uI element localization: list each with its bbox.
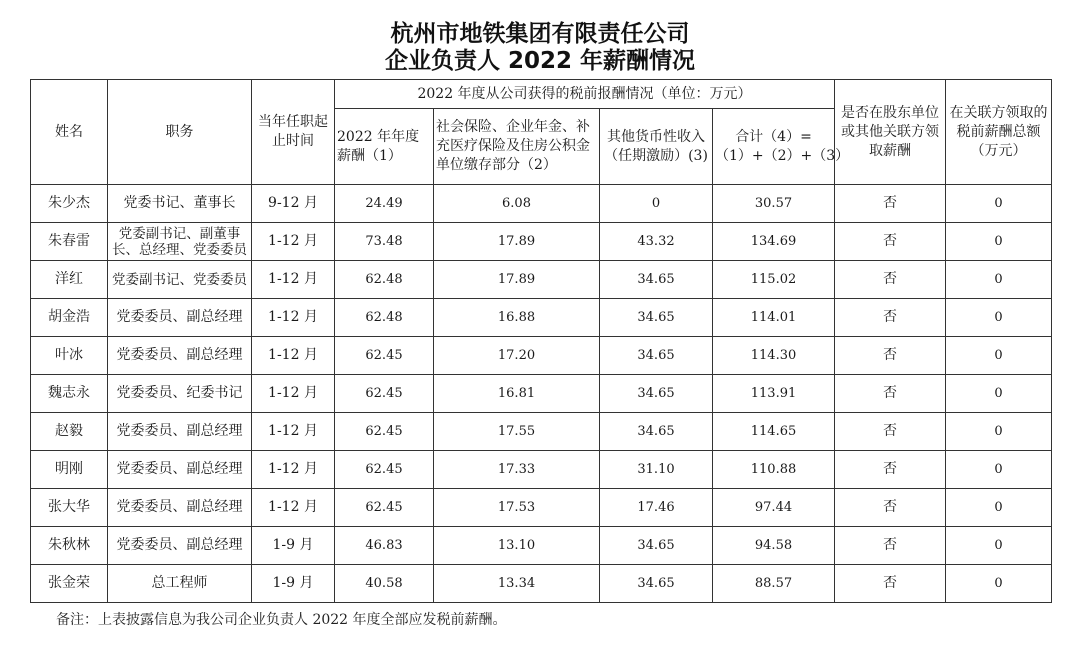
salary-table [30,79,1052,603]
cell-shareholder-pay: 否 [835,451,946,489]
cell-annual-salary: 40.58 [335,565,434,603]
cell-name: 朱少杰 [31,185,108,223]
table-row [31,185,1052,223]
cell-term: 1-12 月 [252,261,335,299]
cell-total: 113.91 [713,375,835,413]
cell-total: 88.57 [713,565,835,603]
cell-annual-salary: 24.49 [335,185,434,223]
cell-shareholder-pay: 否 [835,413,946,451]
cell-position: 党委委员、副总经理 [108,489,252,527]
header-shareholder-pay: 是否在股东单位或其他关联方领取薪酬 [835,80,946,185]
cell-insurance: 17.89 [434,261,600,299]
cell-term: 1-9 月 [252,527,335,565]
cell-related-pay-total: 0 [946,299,1052,337]
cell-name: 朱春雷 [31,223,108,261]
cell-position: 党委委员、副总经理 [108,527,252,565]
cell-related-pay-total: 0 [946,337,1052,375]
cell-term: 9-12 月 [252,185,335,223]
cell-annual-salary: 62.48 [335,261,434,299]
cell-name: 叶冰 [31,337,108,375]
cell-insurance: 16.81 [434,375,600,413]
header-position: 职务 [108,80,252,185]
table-row [31,489,1052,527]
cell-insurance: 6.08 [434,185,600,223]
cell-position: 总工程师 [108,565,252,603]
table-row [31,337,1052,375]
cell-name: 赵毅 [31,413,108,451]
cell-term: 1-12 月 [252,413,335,451]
cell-related-pay-total: 0 [946,223,1052,261]
cell-total: 114.30 [713,337,835,375]
cell-position: 党委书记、董事长 [108,185,252,223]
table-row [31,261,1052,299]
cell-shareholder-pay: 否 [835,489,946,527]
cell-position: 党委副书记、党委委员 [108,261,252,299]
cell-name: 洋红 [31,261,108,299]
cell-related-pay-total: 0 [946,413,1052,451]
cell-insurance: 17.33 [434,451,600,489]
cell-total: 114.65 [713,413,835,451]
cell-insurance: 13.34 [434,565,600,603]
cell-position: 党委副书记、副董事长、总经理、党委委员 [108,223,252,261]
cell-shareholder-pay: 否 [835,223,946,261]
cell-shareholder-pay: 否 [835,375,946,413]
cell-related-pay-total: 0 [946,489,1052,527]
cell-name: 明刚 [31,451,108,489]
table-body [31,185,1052,603]
header-row-top [31,80,1052,109]
header-total: 合计（4）=（1）+（2）+（3） [713,109,835,185]
cell-other-income: 34.65 [600,413,713,451]
cell-other-income: 34.65 [600,527,713,565]
cell-other-income: 34.65 [600,261,713,299]
cell-annual-salary: 73.48 [335,223,434,261]
cell-position: 党委委员、副总经理 [108,337,252,375]
cell-insurance: 13.10 [434,527,600,565]
header-annual-salary: 2022 年年度薪酬（1） [335,109,434,185]
cell-related-pay-total: 0 [946,565,1052,603]
cell-other-income: 34.65 [600,375,713,413]
cell-shareholder-pay: 否 [835,261,946,299]
cell-annual-salary: 62.45 [335,413,434,451]
cell-other-income: 34.65 [600,565,713,603]
table-row [31,451,1052,489]
cell-related-pay-total: 0 [946,451,1052,489]
cell-shareholder-pay: 否 [835,299,946,337]
cell-position: 党委委员、纪委书记 [108,375,252,413]
cell-term: 1-12 月 [252,223,335,261]
cell-other-income: 31.10 [600,451,713,489]
header-related-pay-total: 在关联方领取的税前薪酬总额（万元） [946,80,1052,185]
cell-other-income: 17.46 [600,489,713,527]
cell-annual-salary: 62.45 [335,375,434,413]
header-insurance: 社会保险、企业年金、补充医疗保险及住房公积金单位缴存部分（2） [434,109,600,185]
cell-related-pay-total: 0 [946,527,1052,565]
cell-insurance: 17.20 [434,337,600,375]
cell-other-income: 0 [600,185,713,223]
footnote: 备注：上表披露信息为我公司企业负责人 2022 年度全部应发税前薪酬。 [56,612,507,628]
cell-total: 115.02 [713,261,835,299]
cell-related-pay-total: 0 [946,261,1052,299]
cell-term: 1-12 月 [252,489,335,527]
cell-insurance: 17.89 [434,223,600,261]
cell-total: 94.58 [713,527,835,565]
header-name: 姓名 [31,80,108,185]
table-row [31,223,1052,261]
cell-position: 党委委员、副总经理 [108,299,252,337]
document-title: 杭州市地铁集团有限责任公司 [390,21,690,47]
header-compensation-group: 2022 年度从公司获得的税前报酬情况（单位：万元） [335,80,835,109]
table-row [31,527,1052,565]
cell-total: 110.88 [713,451,835,489]
cell-shareholder-pay: 否 [835,337,946,375]
cell-name: 朱秋林 [31,527,108,565]
cell-shareholder-pay: 否 [835,565,946,603]
cell-term: 1-12 月 [252,337,335,375]
table-row [31,413,1052,451]
cell-other-income: 43.32 [600,223,713,261]
cell-annual-salary: 62.45 [335,337,434,375]
table-row [31,565,1052,603]
table-row [31,299,1052,337]
cell-position: 党委委员、副总经理 [108,451,252,489]
cell-total: 30.57 [713,185,835,223]
cell-name: 张金荣 [31,565,108,603]
cell-total: 114.01 [713,299,835,337]
table-row [31,375,1052,413]
cell-related-pay-total: 0 [946,185,1052,223]
cell-insurance: 16.88 [434,299,600,337]
cell-name: 魏志永 [31,375,108,413]
header-term: 当年任职起止时间 [252,80,335,185]
cell-name: 胡金浩 [31,299,108,337]
cell-insurance: 17.55 [434,413,600,451]
cell-total: 134.69 [713,223,835,261]
cell-position: 党委委员、副总经理 [108,413,252,451]
cell-annual-salary: 46.83 [335,527,434,565]
cell-other-income: 34.65 [600,299,713,337]
cell-total: 97.44 [713,489,835,527]
cell-annual-salary: 62.45 [335,489,434,527]
cell-insurance: 17.53 [434,489,600,527]
cell-other-income: 34.65 [600,337,713,375]
cell-shareholder-pay: 否 [835,527,946,565]
cell-name: 张大华 [31,489,108,527]
cell-term: 1-9 月 [252,565,335,603]
document-subtitle: 企业负责人 2022 年薪酬情况 [384,48,696,74]
cell-term: 1-12 月 [252,375,335,413]
cell-annual-salary: 62.48 [335,299,434,337]
cell-term: 1-12 月 [252,299,335,337]
header-other-income: 其他货币性收入（任期激励）(3) [600,109,713,185]
cell-annual-salary: 62.45 [335,451,434,489]
cell-shareholder-pay: 否 [835,185,946,223]
cell-related-pay-total: 0 [946,375,1052,413]
cell-term: 1-12 月 [252,451,335,489]
